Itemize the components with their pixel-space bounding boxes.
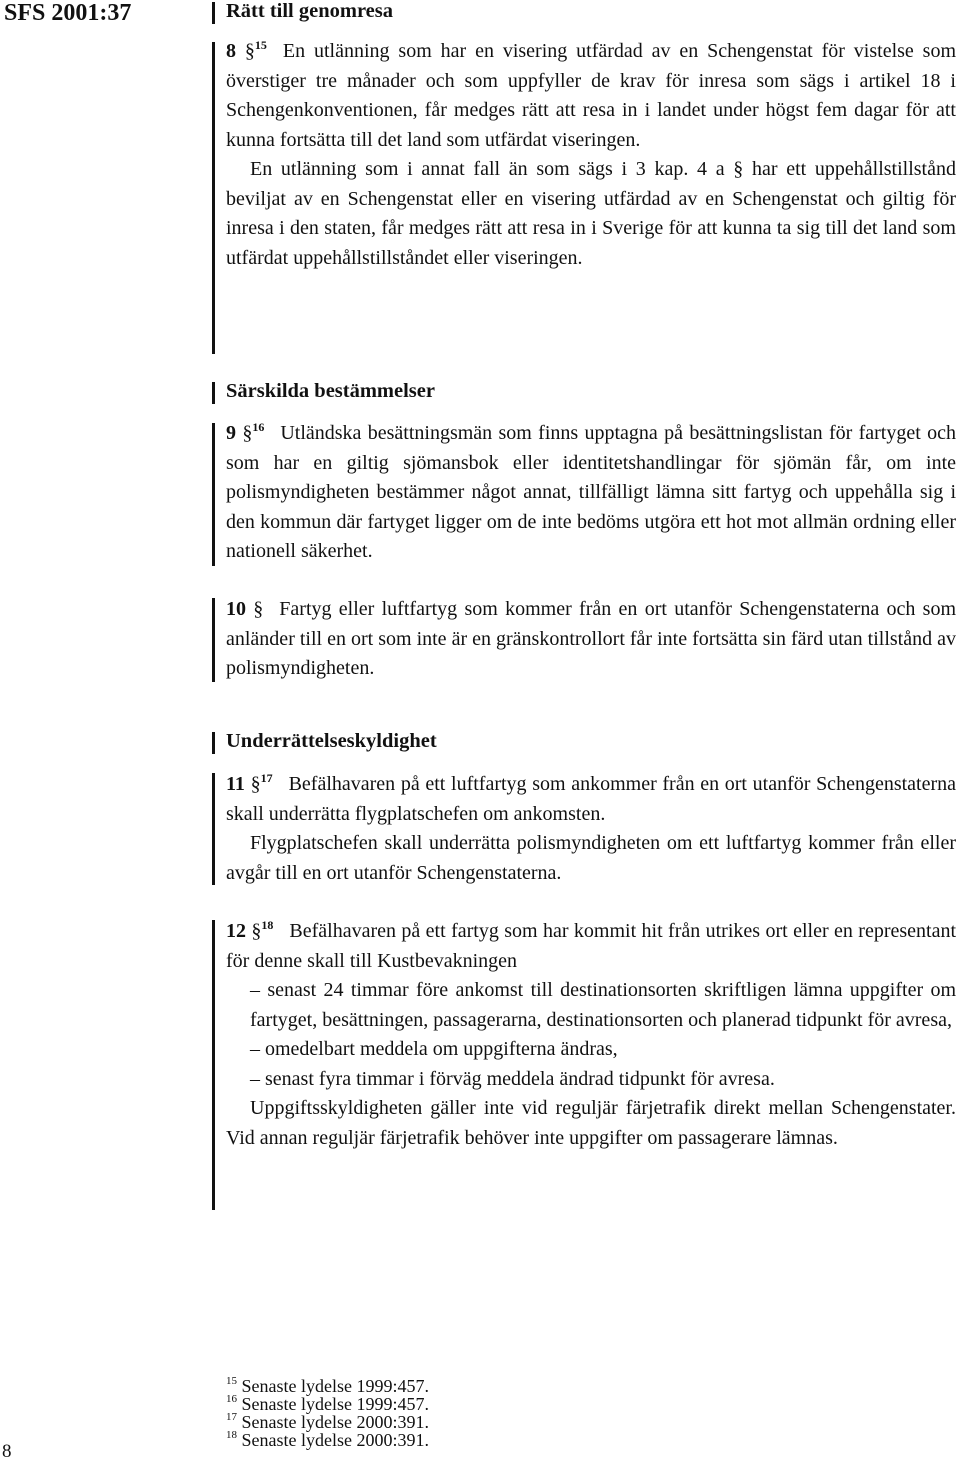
footnote: $^{17}$ Senaste lydelse 2000:391. [226, 1411, 429, 1432]
page-number: 8 [2, 1441, 12, 1462]
paragraph-text: Uppgiftsskyldigheten gäller inte vid reguljär färjetrafik direkt mellan Schengenstater. Vid annan reguljär färjetrafik behöver inte uppgifter om passagerare lämnas. [226, 1097, 956, 1149]
section-heading-genomresa: Rätt till genomresa [226, 0, 394, 22]
paragraph-text: Flygplatschefen skall underrätta polismyndigheten om ett luftfartyg kommer från eller avgår till en ort utanför Schengenstaterna. [226, 832, 956, 884]
paragraph-12 [226, 917, 956, 1153]
change-bar [212, 598, 215, 682]
paragraph-8 [226, 37, 956, 273]
change-bar [212, 773, 215, 885]
paragraph-text: Befälhavaren på ett fartyg som har kommit hit från utrikes ort eller en representant för denne skall till Kustbevakningen [226, 920, 957, 972]
paragraph-number: 9 §$^{16}$ [226, 420, 265, 444]
paragraph-number: 12 §$^{18}$ [226, 918, 274, 942]
footnote: $^{16}$ Senaste lydelse 1999:457. [226, 1393, 429, 1414]
paragraph-10 [226, 595, 956, 684]
list-item: – omedelbart meddela om uppgifterna ändras, [250, 1038, 618, 1060]
change-bar [212, 920, 215, 1210]
paragraph-text: Utländska besättningsmän som finns upptagna på besättningslistan för fartyget och som har en giltig sjömansbok eller identitetshandlingar för sjömän får, om inte polismyndigheten bestämmer något annat, tillfälligt lämna sitt fartyg och uppehålla sig i den kommun där fartyget ligger om de inte bedöms utgöra ett hot mot allmän ordning eller nationell säkerhet. [226, 422, 957, 562]
paragraph-text: Fartyg eller luftfartyg som kommer från en ort utanför Schengenstaterna och som anländer till en ort som inte är en gränskontrollort får inte fortsätta sin färd utan tillstånd av polismyndigheten. [226, 598, 956, 679]
paragraph-number: 10 § [226, 598, 264, 620]
paragraph-number: 8 §$^{15}$ [226, 38, 267, 62]
change-bar [212, 42, 215, 354]
sfs-number: SFS 2001:37 [4, 0, 132, 26]
paragraph-11 [226, 770, 956, 888]
section-heading-underrattelse: Underrättelseskyldighet [226, 730, 437, 752]
footnote: $^{18}$ Senaste lydelse 2000:391. [226, 1429, 429, 1450]
change-bar [212, 423, 215, 566]
list-item: – senast fyra timmar i förväg meddela ändrad tidpunkt för avresa. [250, 1067, 775, 1090]
list-item: – senast 24 timmar före ankomst till destinationsorten skriftligen lämna uppgifter om fartyget, besättningen, passagerarna, destinationsorten och planerad tidpunkt för avresa, [250, 979, 956, 1031]
change-bar [212, 732, 215, 754]
footnote: $^{15}$ Senaste lydelse 1999:457. [226, 1375, 429, 1396]
paragraph-text: En utlänning som i annat fall än som sägs i 3 kap. 4 a § har ett uppehållstillstånd beviljat av en Schengenstat eller en visering utfärdad av en Schengenstat och giltig för inresa i den staten, får medges rätt att resa in i Sverige för att kunna ta sig till det land som utfärdat uppehållstillståndet eller viseringen. [226, 158, 956, 269]
change-bar [212, 2, 215, 24]
paragraph-number: 11 §$^{17}$ [226, 771, 273, 795]
change-bar [212, 382, 215, 404]
footnotes [226, 1377, 429, 1449]
section-heading-sarskilda: Särskilda bestämmelser [226, 380, 435, 402]
paragraph-9 [226, 419, 956, 567]
paragraph-text: En utlänning som har en visering utfärdad av en Schengenstat för vistelse som överstiger tre månader och som uppfyller de krav för inresa som sägs i artikel 18 i Schengenkonventionen, får medges rätt att resa in i landet under högst fem dagar för att kunna fortsätta till det land som utfärdat viseringen. [226, 40, 957, 151]
paragraph-text: Befälhavaren på ett luftfartyg som ankommer från en ort utanför Schengenstaterna skall underrätta flygplatschefen om ankomsten. [226, 773, 957, 825]
